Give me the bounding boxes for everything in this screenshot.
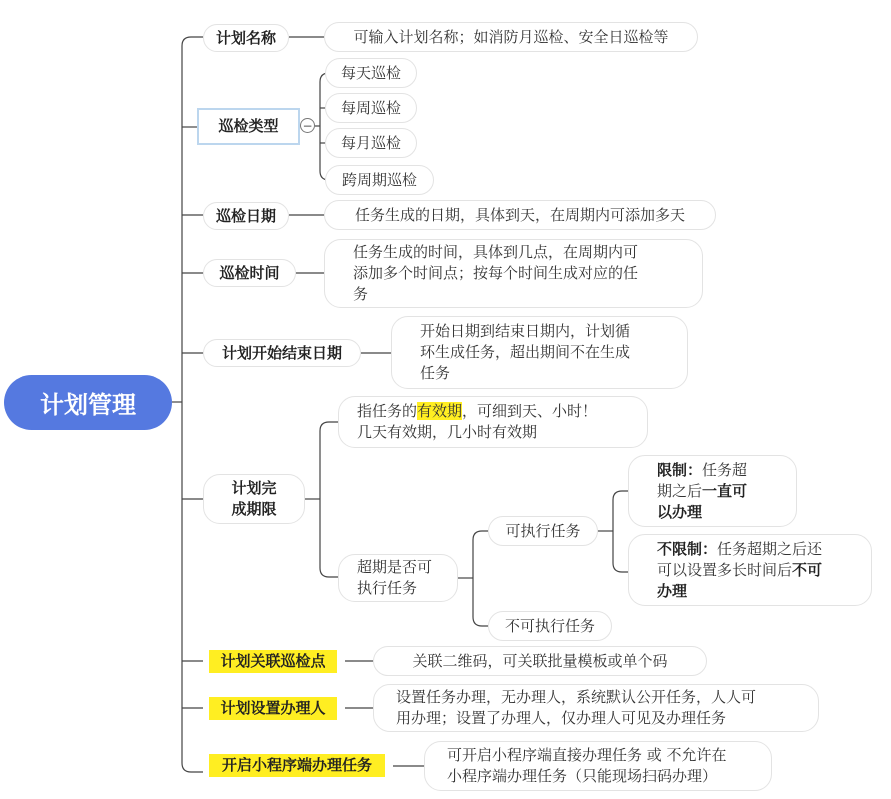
branch-mini-program[interactable]: 开启小程序端办理任务 (209, 754, 385, 777)
branch-inspection-time[interactable]: 巡检时间 (203, 259, 296, 287)
branch-start-end-date[interactable]: 计划开始结束日期 (203, 339, 361, 367)
unlimited-line-2: 可以设置多长时间后不可 (657, 560, 823, 579)
deadline-label-line-1: 计划完 (231, 479, 277, 497)
mini-program-line-2: 小程序端办理任务（只能现场扫码办理） (447, 767, 718, 785)
inspection-time-desc[interactable] (324, 239, 703, 308)
start-end-line-2: 环生成任务，超出期间不在生成 (420, 343, 631, 361)
handler-line-2: 用办理；设置了办理人，仅办理人可见及办理任务 (396, 709, 727, 727)
limited-line-1: 限制：任务超 (657, 460, 748, 479)
type-daily[interactable]: 每天巡检 (325, 58, 417, 88)
validity-highlight: 有效期 (417, 402, 463, 420)
handler-desc[interactable] (373, 684, 819, 732)
type-monthly[interactable]: 每月巡检 (325, 128, 417, 158)
limited-line-2: 期之后一直可 (657, 481, 748, 500)
inspection-time-line-1: 任务生成的时间，具体到几点，在周期内可 (353, 243, 639, 261)
mini-program-line-1: 可开启小程序端直接办理任务 或 不允许在 (447, 746, 727, 764)
minus-collapse-icon[interactable]: − (300, 118, 315, 133)
branch-inspection-type[interactable]: 巡检类型 (197, 108, 300, 145)
plan-name-desc[interactable]: 可输入计划名称；如消防月巡检、安全日巡检等 (324, 22, 698, 52)
unlimited-line-1: 不限制：任务超期之后还 (657, 539, 823, 558)
type-weekly[interactable]: 每周巡检 (325, 93, 417, 123)
branch-inspection-date[interactable]: 巡检日期 (203, 202, 289, 230)
inspection-time-line-2: 添加多个时间点；按每个时间生成对应的任 (353, 264, 639, 282)
branch-linked-points[interactable]: 计划关联巡检点 (209, 650, 337, 673)
unlimited-option[interactable] (628, 534, 872, 606)
branch-plan-name[interactable]: 计划名称 (203, 24, 289, 52)
type-cross-period[interactable]: 跨周期巡检 (325, 165, 434, 195)
handler-line-1: 设置任务办理，无办理人，系统默认公开任务，人人可 (396, 688, 757, 706)
deadline-label-line-2: 成期限 (231, 500, 277, 518)
start-end-line-3: 任务 (420, 364, 451, 382)
root-node[interactable]: 计划管理 (4, 375, 172, 430)
unlimited-line-3: 办理 (657, 581, 688, 600)
branch-handler[interactable]: 计划设置办理人 (209, 697, 337, 720)
overdue-label-line-1: 超期是否可 (357, 558, 433, 576)
validity-line-1: 指任务的有效期，可细到天、小时！ (357, 402, 598, 420)
mini-program-desc[interactable] (424, 741, 772, 791)
inspection-date-desc[interactable]: 任务生成的日期，具体到天，在周期内可添加多天 (324, 200, 716, 230)
start-end-line-1: 开始日期到结束日期内，计划循 (420, 322, 631, 340)
limited-line-3: 以办理 (657, 502, 703, 521)
linked-points-desc[interactable]: 关联二维码，可关联批量模板或单个码 (373, 646, 707, 676)
validity-line-2: 几天有效期，几小时有效期 (357, 423, 538, 441)
executable-task[interactable]: 可执行任务 (488, 516, 598, 546)
start-end-date-desc[interactable] (391, 316, 688, 389)
not-executable-task[interactable]: 不可执行任务 (488, 611, 612, 641)
overdue-executable-question[interactable] (338, 554, 458, 602)
overdue-label-line-2: 执行任务 (357, 579, 418, 597)
limited-option[interactable] (628, 455, 797, 527)
validity-desc[interactable] (338, 396, 648, 448)
branch-deadline[interactable] (203, 474, 305, 524)
inspection-time-line-3: 务 (353, 285, 369, 303)
